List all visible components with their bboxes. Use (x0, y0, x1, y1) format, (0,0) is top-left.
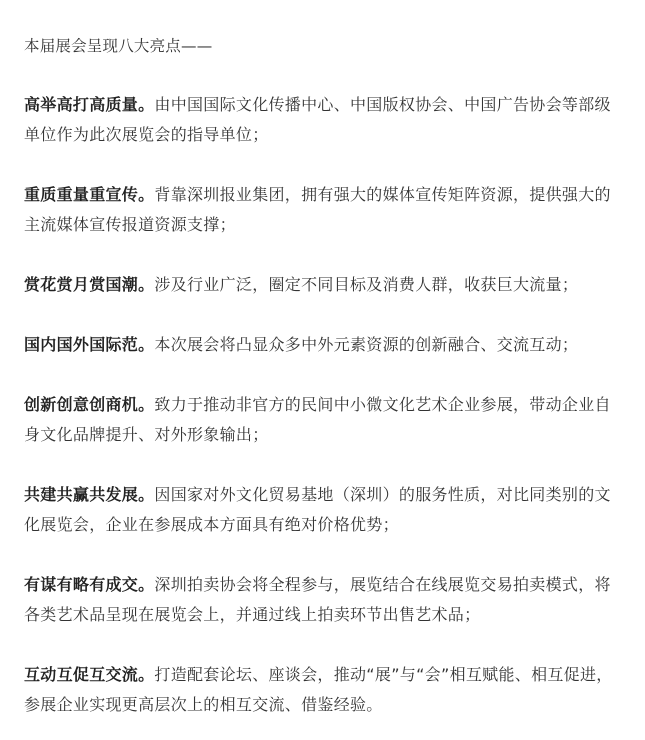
highlight-heading: 国内国外国际范。 (24, 335, 155, 354)
highlight-body: 深圳拍卖协会将全程参与，展览结合在线展览交易拍卖模式，将各类艺术品呈现在展览会上，并通过线上拍卖环节出售艺术品； (24, 575, 611, 624)
highlight-heading: 赏花赏月赏国潮。 (24, 275, 155, 294)
highlight-point (24, 180, 627, 240)
highlight-body: 本次展会将凸显众多中外元素资源的创新融合、交流互动； (154, 335, 579, 354)
highlight-heading: 共建共赢共发展。 (24, 485, 155, 504)
highlight-point (24, 330, 627, 360)
highlight-body: 由中国国际文化传播中心、中国版权协会、中国广告协会等部级单位作为此次展览会的指导单位； (24, 95, 611, 144)
intro-text: 本届展会呈现八大亮点—— (24, 37, 213, 55)
highlight-point (24, 90, 627, 150)
highlight-body: 打造配套论坛、座谈会，推动“展”与“会”相互赋能、相互促进，参展企业实现更高层次上的相互交流、借鉴经验。 (24, 665, 613, 714)
highlight-heading: 互动互促互交流。 (24, 665, 155, 684)
highlight-point (24, 570, 627, 630)
highlight-body: 背靠深圳报业集团，拥有强大的媒体宣传矩阵资源，提供强大的主流媒体宣传报道资源支撑； (24, 185, 611, 234)
highlight-body: 涉及行业广泛，圈定不同目标及消费人群，收获巨大流量； (154, 275, 579, 294)
highlight-heading: 创新创意创商机。 (24, 395, 155, 414)
highlight-point (24, 390, 627, 450)
highlight-point (24, 660, 627, 720)
highlight-point (24, 270, 627, 300)
highlight-heading: 有谋有略有成交。 (24, 575, 155, 594)
highlight-heading: 高举高打高质量。 (24, 95, 155, 114)
highlight-body: 因国家对外文化贸易基地（深圳）的服务性质，对比同类别的文化展览会，企业在参展成本方面具有绝对价格优势； (24, 485, 611, 534)
highlight-body: 致力于推动非官方的民间中小微文化艺术企业参展，带动企业自身文化品牌提升、对外形象输出； (24, 395, 611, 444)
highlight-point (24, 480, 627, 540)
highlight-heading: 重质重量重宣传。 (24, 185, 155, 204)
